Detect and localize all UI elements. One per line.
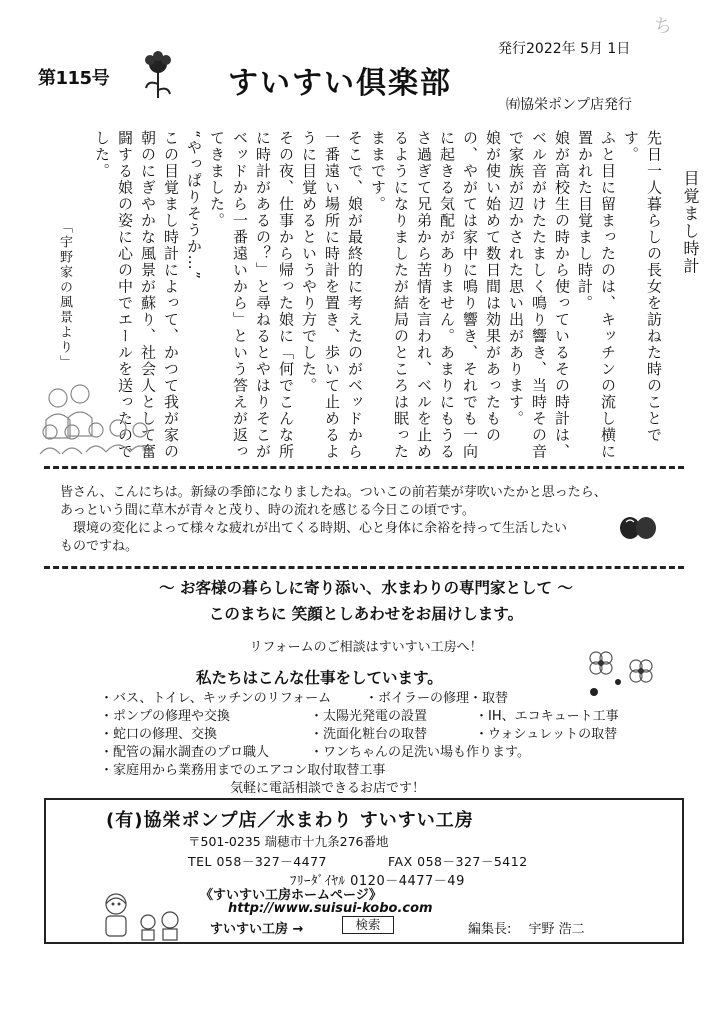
services-list: [100, 690, 620, 798]
service-item: ・家庭用から業務用までのエアコン取付取替工事: [100, 763, 386, 778]
company-address: 〒501-0235 瑞穂市十九条276番地: [188, 834, 389, 849]
family-sketch-illustration: [36, 380, 152, 458]
essay-paragraph: 娘が使い始めて数日間は効果があったものの、やがては家中に鳴り響き、それでも一向に起きる気配がありません。あまりにもうるさ過ぎて兄弟から苦情を言われ、ベルを止めるようになりましたが結局のところは眠ったままです。: [369, 130, 502, 460]
service-item: ・配管の漏水調査のプロ職人: [100, 745, 270, 760]
newsletter-title: すいすい倶楽部: [228, 66, 452, 101]
service-item: ・ボイラーの修理・取替: [365, 691, 509, 706]
dashed-divider: [44, 466, 684, 469]
corner-mark: ち: [654, 16, 672, 37]
company-fax: FAX 058－327－5412: [388, 854, 528, 869]
mascot-illustration: [96, 890, 186, 942]
essay-paragraph: 先日一人暮らしの長女を訪ねた時のことです。: [622, 130, 663, 444]
slogan-line-1: ～ お客様の暮らしに寄り添い、水まわりの専門家として ～: [159, 579, 573, 597]
stones-illustration: [618, 512, 658, 542]
greeting-line: 皆さん、こんにちは。新緑の季節になりましたね。ついこの前若葉が芽吹いたかと思ったら、: [60, 485, 607, 500]
service-item: ・蛇口の修理、交換: [100, 727, 218, 742]
homepage-url[interactable]: http://www.suisui-kobo.com: [228, 901, 433, 916]
essay-paragraph: この目覚まし時計によって、かつて我が家の朝のにぎやかな風景が蘇り、社会人として奮闘する娘の姿に心の中でエールを送ったのでした。: [93, 130, 180, 460]
flower-illustration: [138, 50, 178, 102]
services-row: [100, 708, 620, 726]
services-row: [100, 762, 620, 780]
essay: [93, 130, 702, 460]
essay-paragraph: その夜、仕事から帰った娘に「何でこんな所に時計があるの？」と尋ねるとやはりそこがベッドから一番遠いから」という答えが返ってきました。: [208, 130, 295, 460]
greeting-line: 環境の変化によって様々な疲れが出てくる時期、心と身体に余裕を持って生活したい: [60, 521, 568, 536]
services-row: [100, 690, 620, 708]
dashed-divider: [44, 566, 684, 569]
greeting-line: あっという間に草木が青々と茂り、時の流れを感じる今日この頃です。: [60, 503, 475, 518]
publisher: ㈲協栄ポンプ店発行: [506, 97, 632, 113]
greeting-line: ものですね。: [60, 539, 139, 554]
homepage-label: 《すいすい工房ホームページ》: [200, 888, 382, 903]
essay-paragraph: ふと目に留まったのは、キッチンの流し横に置かれた目覚まし時計。: [576, 130, 617, 460]
essay-title: 目覚まし時計: [681, 170, 700, 275]
company-freedial: ﾌﾘｰﾀﾞｲﾔﾙ 0120－4477－49: [290, 874, 465, 889]
service-item: ・洗面化粧台の取替: [310, 727, 428, 742]
issue-date: 発行2022年 5月 1日: [498, 41, 631, 57]
company-tel: TEL 058－327－4477: [188, 854, 327, 869]
services-heading: 私たちはこんな仕事をしています。: [196, 669, 443, 687]
reform-consult-text: リフォームのご相談はすいすい工房へ！: [249, 640, 483, 655]
company-name: (有)協栄ポンプ店／水まわり すいすい工房: [106, 810, 474, 831]
search-button[interactable]: 検索: [342, 916, 394, 934]
service-item: ・ワンちゃんの足洗い場も作ります。: [310, 745, 530, 760]
greeting: [60, 484, 620, 556]
service-item: ・太陽光発電の設置: [310, 709, 428, 724]
friendly-note: 気軽に電話相談できるお店です！: [230, 781, 426, 796]
slogan-line-2: このまちに 笑顔としあわせをお届けします。: [208, 605, 524, 623]
service-item: ・バス、トイレ、キッチンのリフォーム: [100, 691, 332, 706]
photo-caption: 「宇野家の風景より」: [57, 220, 72, 370]
service-item: ・ウォシュレットの取替: [475, 727, 618, 742]
services-row: [100, 726, 620, 744]
essay-paragraph: そこで、娘が最終的に考えたのがベッドから一番遠い場所に時計を置き、歩いて止めるように目覚めるというやり方でした。: [300, 130, 364, 460]
services-row: [100, 744, 620, 762]
service-item: ・ポンプの修理や交換: [100, 709, 231, 724]
essay-paragraph: 娘が高校生の時から使っているその時計は、ベル音がけたたましく鳴り響き、当時その音で家族が辺かされた思い出があります。: [507, 130, 571, 460]
editor-credit: 編集長: 宇野 浩二: [468, 922, 585, 937]
services-row: [100, 780, 620, 798]
essay-paragraph: “やっぱりそうか…”: [185, 130, 203, 281]
issue-number: 第115号: [38, 68, 110, 89]
search-label: すいすい工房 →: [210, 922, 304, 937]
service-item: ・IH、エコキュート工事: [475, 709, 619, 724]
